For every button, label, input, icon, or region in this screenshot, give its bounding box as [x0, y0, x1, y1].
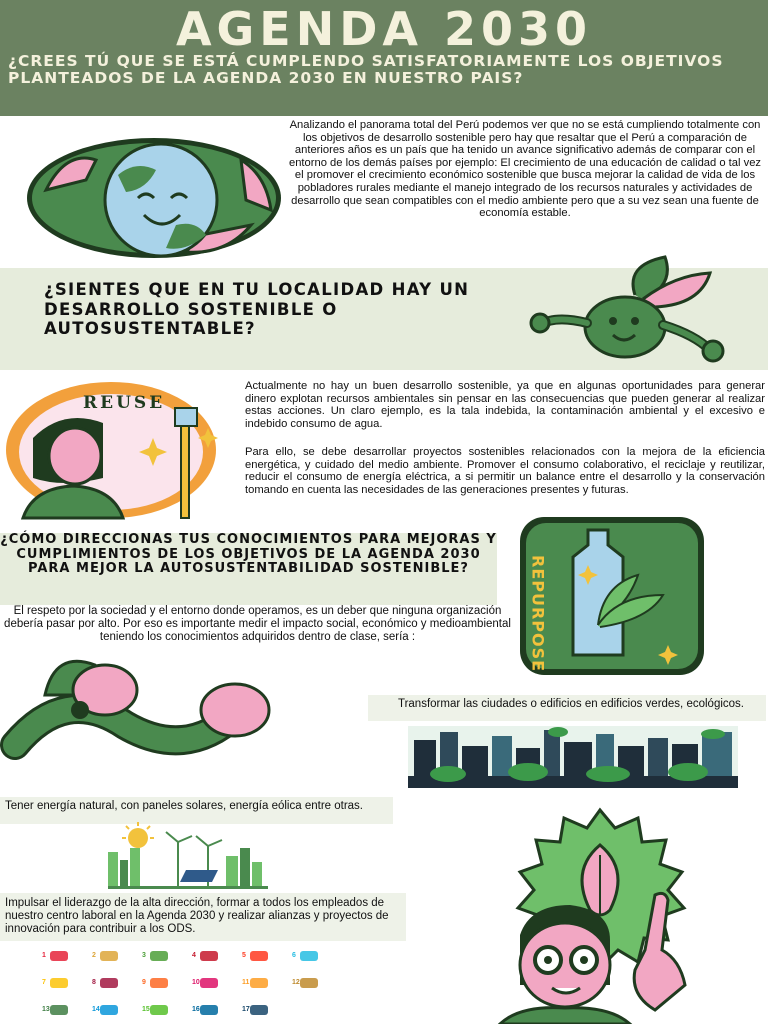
- page-title: AGENDA 2030: [175, 2, 593, 56]
- sdg-icon-2: [92, 944, 122, 962]
- sdg-number: 13: [42, 1006, 50, 1013]
- sdg-symbol: [100, 1005, 118, 1015]
- action-1-text: Transformar las ciudades o edificios en edificios verdes, ecológicos.: [397, 698, 744, 710]
- sdg-symbol: [300, 951, 318, 961]
- sdg-icon-12: [292, 971, 322, 989]
- sdg-number: 9: [142, 979, 146, 986]
- repurpose-sticker-icon: [518, 515, 706, 677]
- repurpose-label: REPURPOSE: [528, 555, 548, 673]
- sdg-symbol: [50, 978, 68, 988]
- person-leaf-sticker-icon: [480, 810, 730, 1024]
- sdg-icon-5: [242, 944, 272, 962]
- sdg-number: 4: [192, 952, 196, 959]
- question-1: ¿CREES TÚ QUE SE ESTÁ CUMPLENDO SATISFATORIAMENTE LOS OBJETIVOS PLANTEADOS DE LA AGENDA 2030 EN NUESTRO PAIS?: [8, 52, 724, 87]
- sdg-symbol: [250, 978, 268, 988]
- sdg-number: 14: [92, 1006, 100, 1013]
- action-3-text: Impulsar el liderazgo de la alta dirección, formar a todos los empleados de nuestro centro laboral en la Agenda 2030 y realizar alianzas y proyectos de innovación para contribuir a los ODS.: [5, 897, 389, 935]
- arms-sticker-icon: [5, 655, 280, 763]
- sdg-number: 7: [42, 979, 46, 986]
- sdg-number: 1: [42, 952, 46, 959]
- sdg-icon-14: [92, 998, 122, 1016]
- renewable-energy-icon: [108, 822, 273, 890]
- sdg-icons-grid: [42, 944, 342, 1022]
- section-2-text-2: Para ello, se debe desarrollar proyectos sostenibles relacionados con la mejora de la eficiencia energética, y cuidado del medio ambiente. Promover el consumo colaborativo, el reciclaje y reutilizar, reducir el consumo de energía eléctrica, a si permitir un balance entre el desarrollo y la conservación tomando en cuenta las necesidades de las generaciones presentes y futuras.: [245, 446, 765, 496]
- sdg-symbol: [100, 978, 118, 988]
- sdg-number: 2: [92, 952, 96, 959]
- sdg-number: 6: [292, 952, 296, 959]
- section-3-text: El respeto por la sociedad y el entorno donde operamos, es un deber que ninguna organización debería pasar por alto. Por eso es importante medir el impacto social, económico y medioambiental teniendo los conocimientos adquiridos dentro de clase, sería :: [4, 605, 511, 643]
- sdg-symbol: [250, 951, 268, 961]
- sdg-number: 8: [92, 979, 96, 986]
- sdg-icon-7: [42, 971, 72, 989]
- sdg-icon-6: [292, 944, 322, 962]
- earth-sticker-icon: [26, 130, 286, 260]
- sdg-icon-1: [42, 944, 72, 962]
- action-2-text: Tener energía natural, con paneles solares, energía eólica entre otras.: [5, 800, 363, 812]
- sdg-icon-15: [142, 998, 172, 1016]
- sdg-symbol: [50, 1005, 68, 1015]
- question-3: ¿CÓMO DIRECCIONAS TUS CONOCIMIENTOS PARA MEJORAS Y CUMPLIMIENTOS DE LOS OBJETIVOS DE LA AGENDA 2030 PARA MEJOR LA AUTOSUSTENTABILIDAD SOSTENIBLE?: [0, 532, 497, 577]
- sdg-symbol: [50, 951, 68, 961]
- sdg-icon-8: [92, 971, 122, 989]
- sdg-symbol: [150, 978, 168, 988]
- sdg-number: 10: [192, 979, 200, 986]
- city-skyline-icon: [408, 726, 738, 788]
- section-1-text: Analizando el panorama total del Perú podemos ver que no se está cumpliendo totalmente con los objetivos de desarrollo sostenible pero hay que resaltar que el Perú a comparación de anteriores años es un país que ha tenido un avance significativo además de comparar con el entorno de los demás países por ejemplo: El crecimiento de una educación de calidad o tal vez el promover el crecimiento económico sostenible que busca mejorar la calidad de vida de los pobladores rurales mediante el manejo integrado de los recursos naturales y actividades de desarrollo que sean compatibles con el medio ambiente pero que a su vez sean una fuente de economía estable.: [288, 119, 762, 220]
- sdg-symbol: [200, 951, 218, 961]
- sdg-number: 16: [192, 1006, 200, 1013]
- reuse-sticker-icon: [3, 378, 231, 520]
- sdg-symbol: [150, 951, 168, 961]
- sdg-number: 3: [142, 952, 146, 959]
- sdg-symbol: [300, 978, 318, 988]
- sdg-number: 17: [242, 1006, 250, 1013]
- sdg-icon-13: [42, 998, 72, 1016]
- sdg-icon-4: [192, 944, 222, 962]
- sdg-number: 15: [142, 1006, 150, 1013]
- sdg-icon-3: [142, 944, 172, 962]
- sdg-icon-10: [192, 971, 222, 989]
- sdg-number: 5: [242, 952, 246, 959]
- reuse-label: REUSE: [83, 393, 166, 413]
- sdg-number: 11: [242, 979, 250, 986]
- sdg-icon-16: [192, 998, 222, 1016]
- sdg-icon-17: [242, 998, 272, 1016]
- sdg-symbol: [150, 1005, 168, 1015]
- sdg-symbol: [200, 978, 218, 988]
- sprout-character-icon: [525, 255, 730, 367]
- section-2-text-1: Actualmente no hay un buen desarrollo sostenible, ya que en algunas oportunidades para generar dinero explotan recursos ambientales sin pensar en las consecuencias que pueden generar al realizar estas acciones. Un claro ejemplo, es la tala indebida, la contaminación ambiental y el excesivo e indebido consumo de agua.: [245, 380, 765, 430]
- sdg-symbol: [100, 951, 118, 961]
- sdg-symbol: [200, 1005, 218, 1015]
- sdg-icon-9: [142, 971, 172, 989]
- sdg-number: 12: [292, 979, 300, 986]
- sdg-symbol: [250, 1005, 268, 1015]
- sdg-icon-11: [242, 971, 272, 989]
- question-2: ¿SIENTES QUE EN TU LOCALIDAD HAY UN DESARROLLO SOSTENIBLE O AUTOSUSTENTABLE?: [44, 280, 470, 338]
